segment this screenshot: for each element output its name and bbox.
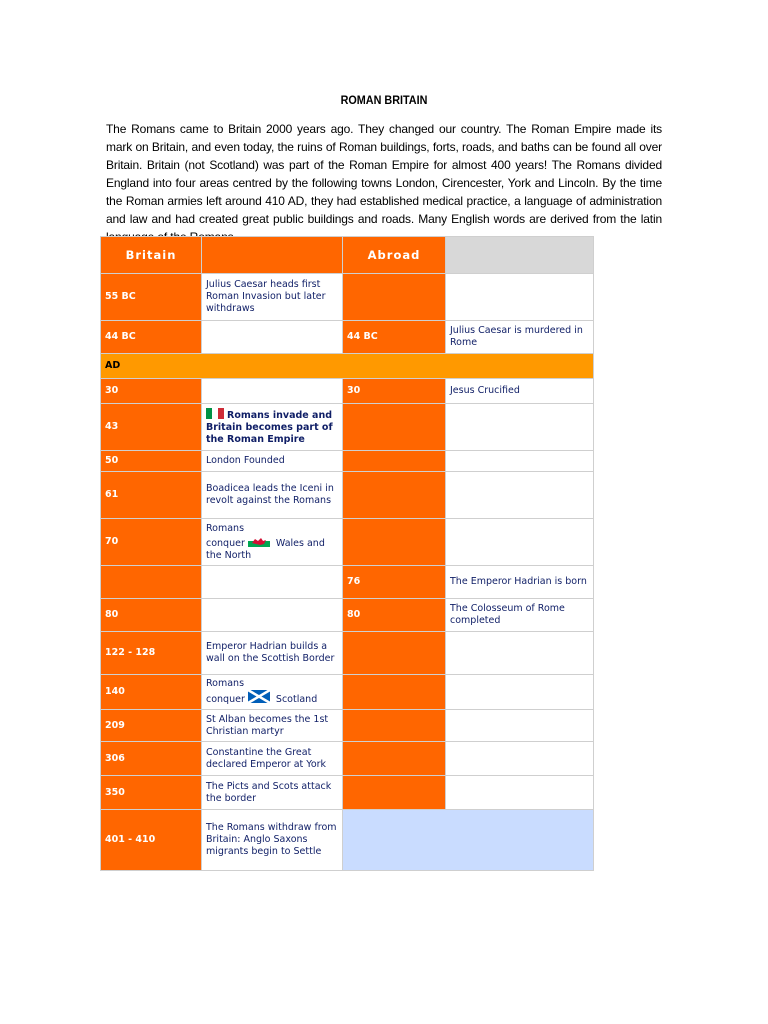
- britain-date: 30: [101, 379, 201, 403]
- table-row: [101, 742, 593, 775]
- abroad-event: [446, 710, 593, 741]
- britain-event: The Romans withdraw from Britain: Anglo Saxons migrants begin to Settle: [202, 810, 342, 870]
- table-row: [101, 321, 593, 353]
- abroad-event: [446, 404, 593, 450]
- britain-date: 55 BC: [101, 274, 201, 320]
- scotland-flag-icon: [248, 690, 270, 703]
- abroad-date: [343, 472, 445, 518]
- ad-label: AD: [101, 354, 593, 378]
- abroad-date: [343, 274, 445, 320]
- britain-event-text: Romans invade and Britain becomes part of the Roman Empire: [206, 410, 333, 445]
- abroad-event: Jesus Crucified: [446, 379, 593, 403]
- britain-event: [202, 379, 342, 403]
- britain-event: Emperor Hadrian builds a wall on the Scottish Border: [202, 632, 342, 674]
- britain-event-text-c: Scotland: [275, 694, 318, 705]
- abroad-empty-cell: [343, 810, 593, 870]
- britain-event: London Founded: [202, 451, 342, 471]
- abroad-event: [446, 742, 593, 775]
- abroad-date: 44 BC: [343, 321, 445, 353]
- abroad-date: [343, 451, 445, 471]
- table-row: [101, 632, 593, 674]
- abroad-event: The Emperor Hadrian is born: [446, 566, 593, 598]
- table-row: [101, 599, 593, 631]
- britain-date: 209: [101, 710, 201, 741]
- timeline-table: [100, 236, 594, 871]
- britain-date: 50: [101, 451, 201, 471]
- abroad-date: 30: [343, 379, 445, 403]
- abroad-event: [446, 776, 593, 809]
- britain-event: [202, 599, 342, 631]
- header-britain-events: [202, 237, 342, 273]
- britain-event: Boadicea leads the Iceni in revolt against the Romans: [202, 472, 342, 518]
- britain-event: [202, 404, 342, 450]
- britain-event: The Picts and Scots attack the border: [202, 776, 342, 809]
- britain-event: Julius Caesar heads first Roman Invasion but later withdraws: [202, 274, 342, 320]
- intro-paragraph: The Romans came to Britain 2000 years ago. They changed our country. The Roman Empire made its mark on Britain, and even today, the ruins of Roman buildings, forts, roads, and baths can be found all over Britain. Britain (not Scotland) was part of the Roman Empire for almost 400 years! The Romans divided England into four areas centred by the following towns London, Cirencester, York and Lincoln. By the time the Roman armies left around 410 AD, they had established medical practice, a language of administration and law and had created great public buildings and roads. Many English words are derived from the latin: [106, 122, 662, 226]
- table-row: [101, 451, 593, 471]
- table-row: [101, 404, 593, 450]
- ad-row: [101, 354, 593, 378]
- abroad-event: The Colosseum of Rome completed: [446, 599, 593, 631]
- table-row: [101, 710, 593, 741]
- britain-date: 122 - 128: [101, 632, 201, 674]
- abroad-event: [446, 274, 593, 320]
- abroad-event: [446, 519, 593, 565]
- abroad-event: [446, 451, 593, 471]
- abroad-date: 76: [343, 566, 445, 598]
- abroad-date: [343, 776, 445, 809]
- header-abroad: Abroad: [343, 237, 445, 273]
- table-row: [101, 675, 593, 709]
- britain-date: 80: [101, 599, 201, 631]
- table-row: [101, 472, 593, 518]
- abroad-date: [343, 404, 445, 450]
- page-title: ROMAN BRITAIN: [340, 93, 428, 107]
- abroad-date: [343, 519, 445, 565]
- table-header-row: [101, 237, 593, 273]
- britain-event: [202, 321, 342, 353]
- table-row: [101, 379, 593, 403]
- header-abroad-events: [446, 237, 593, 273]
- abroad-event: Julius Caesar is murdered in Rome: [446, 321, 593, 353]
- table-row: [101, 566, 593, 598]
- britain-event: [202, 675, 342, 709]
- britain-date: 350: [101, 776, 201, 809]
- britain-date: 140: [101, 675, 201, 709]
- abroad-event: [446, 472, 593, 518]
- table-row: [101, 274, 593, 320]
- britain-event: [202, 566, 342, 598]
- header-britain: Britain: [101, 237, 201, 273]
- wales-flag-icon: [248, 535, 270, 547]
- abroad-date: [343, 742, 445, 775]
- britain-event-text-b: conquer: [206, 537, 245, 549]
- britain-event: [202, 519, 342, 565]
- abroad-event: [446, 675, 593, 709]
- britain-event: Constantine the Great declared Emperor at York: [202, 742, 342, 775]
- abroad-date: [343, 632, 445, 674]
- table-row: [101, 776, 593, 809]
- abroad-event: [446, 632, 593, 674]
- britain-event-text-c: Wales and the North: [206, 537, 325, 561]
- britain-date: 401 - 410: [101, 810, 201, 870]
- table-row: [101, 519, 593, 565]
- britain-event-text-a: Romans: [206, 678, 245, 689]
- britain-date: 70: [101, 519, 201, 565]
- italy-flag-icon: [206, 408, 224, 419]
- britain-event-text-b: conquer: [206, 694, 245, 705]
- abroad-date: [343, 675, 445, 709]
- britain-date: 44 BC: [101, 321, 201, 353]
- britain-date: 43: [101, 404, 201, 450]
- britain-date: 61: [101, 472, 201, 518]
- britain-date: 306: [101, 742, 201, 775]
- abroad-date: 80: [343, 599, 445, 631]
- britain-event-text-a: Romans: [206, 522, 245, 534]
- abroad-date: [343, 710, 445, 741]
- britain-date: [101, 566, 201, 598]
- britain-event: St Alban becomes the 1st Christian martyr: [202, 710, 342, 741]
- table-row: [101, 810, 593, 870]
